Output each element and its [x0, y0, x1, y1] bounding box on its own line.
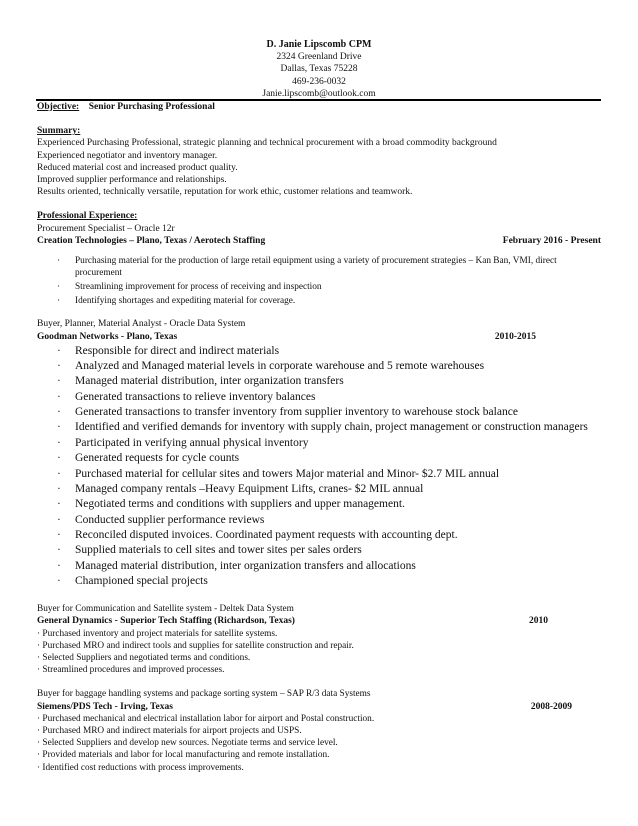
list-item: · Purchased material for cellular sites and towers Major material and Minor- $2.7 MIL annual [37, 467, 601, 482]
job-company-row [37, 235, 601, 247]
list-item: · Streamlined procedures and improved processes. [37, 665, 225, 676]
job-title: Buyer for Communication and Satellite system - Deltek Data System [37, 604, 294, 615]
summary-label: Summary: [37, 126, 81, 137]
job-title: Buyer, Planner, Material Analyst - Oracle Data System [37, 319, 246, 330]
objective-section [37, 101, 601, 113]
list-item: · Championed special projects [37, 574, 601, 589]
city-line: Dallas, Texas 75228 [280, 64, 358, 75]
job-company-row [37, 701, 601, 713]
job-company: Siemens/PDS Tech - Irving, Texas [37, 701, 173, 712]
bullet-icon: · [57, 281, 61, 292]
summary-line: Experienced Purchasing Professional, strategic planning and technical procurement with a broad commodity background [37, 138, 497, 149]
bullet-icon: · [57, 421, 61, 434]
resume-header [0, 0, 638, 100]
list-item: · Purchased MRO and indirect tools and supplies for satellite construction and repair. [37, 640, 354, 651]
bullet-icon: · [57, 544, 61, 557]
bullet-icon: · [57, 574, 61, 587]
job-bullet-list [37, 255, 601, 307]
summary-line: Improved supplier performance and relationships. [37, 175, 227, 186]
list-item: · Conducted supplier performance reviews [37, 513, 601, 528]
list-item: · Identifying shortages and expediting material for coverage. [37, 295, 601, 307]
job-company: General Dynamics - Superior Tech Staffing (Richardson, Texas) [37, 616, 295, 627]
job-title: Procurement Specialist – Oracle 12r [37, 223, 175, 234]
objective-label: Objective: [37, 102, 80, 112]
list-item: · Generated transactions to transfer inventory from supplier inventory to warehouse stock balance [37, 405, 601, 420]
experience-label: Professional Experience: [37, 211, 138, 222]
bullet-icon: · [57, 528, 61, 541]
list-item: · Provided materials and labor for local manufacturing and remote installation. [37, 750, 330, 761]
list-item: · Generated requests for cycle counts [37, 451, 601, 466]
list-item: · Managed company rentals –Heavy Equipment Lifts, cranes- $2 MIL annual [37, 482, 601, 497]
candidate-name: D. Janie Lipscomb CPM [266, 39, 372, 50]
job-company-row [37, 331, 601, 343]
job-company-row [37, 615, 601, 627]
job-dates: 2010-2015 [494, 331, 536, 342]
job-dates: February 2016 - Present [502, 235, 601, 246]
job-company: Goodman Networks - Plano, Texas [37, 331, 178, 342]
bullet-icon: · [57, 295, 61, 306]
bullet-icon: · [57, 406, 61, 419]
bullet-icon: · [57, 375, 61, 388]
bullet-icon: · [57, 513, 61, 526]
bullet-icon: · [57, 344, 61, 357]
list-item: · Identified cost reductions with process improvements. [37, 762, 244, 773]
list-item: · Analyzed and Managed material levels in corporate warehouse and 5 remote warehouses [37, 359, 601, 374]
bullet-icon: · [57, 452, 61, 465]
list-item: · Participated in verifying annual physical inventory [37, 436, 601, 451]
list-item: · Identified and verified demands for inventory with supply chain, project management or construction managers [37, 420, 601, 435]
email-address: Janie.lipscomb@outlook.com [262, 88, 376, 99]
objective-text: Senior Purchasing Professional [88, 102, 215, 112]
bullet-icon: · [57, 482, 61, 495]
list-item: · Purchased mechanical and electrical installation labor for airport and Postal construction. [37, 713, 375, 724]
list-item: · Streamlining improvement for process of receiving and inspection [37, 281, 601, 293]
job-dates: 2008-2009 [530, 701, 572, 712]
bullet-icon: · [57, 467, 61, 480]
summary-line: Reduced material cost and increased product quality. [37, 162, 238, 173]
list-item: · Selected Suppliers and develop new sources. Negotiate terms and service level. [37, 738, 338, 749]
list-item: · Purchasing material for the production of large retail equipment using a variety of procurement strategies – Kan Ban, VMI, direct procurement [37, 255, 601, 279]
list-item: · Reconciled disputed invoices. Coordinated payment requests with accounting dept. [37, 528, 601, 543]
job-bullet-list [37, 344, 601, 590]
bullet-icon: · [57, 498, 61, 511]
resume-body [37, 101, 601, 774]
list-item: · Purchased inventory and project materials for satellite systems. [37, 628, 278, 639]
list-item: · Selected Suppliers and negotiated terms and conditions. [37, 653, 251, 664]
bullet-icon: · [57, 559, 61, 572]
job-dates: 2010 [529, 616, 548, 627]
bullet-icon: · [57, 256, 61, 267]
bullet-icon: · [57, 360, 61, 373]
list-item: · Negotiated terms and conditions with suppliers and upper management. [37, 497, 601, 512]
address-line: 2324 Greenland Drive [276, 52, 362, 62]
job-company: Creation Technologies – Plano, Texas / Aerotech Staffing [37, 235, 266, 246]
job-title: Buyer for baggage handling systems and package sorting system – SAP R/3 data Systems [37, 689, 371, 700]
summary-line: Experienced negotiator and inventory manager. [37, 150, 218, 161]
list-item: · Purchased MRO and indirect materials for airport projects and USPS. [37, 726, 302, 737]
list-item: · Managed material distribution, inter organization transfers [37, 374, 601, 389]
list-item: · Supplied materials to cell sites and tower sites per sales orders [37, 543, 601, 558]
summary-line: Results oriented, technically versatile, reputation for work ethic, customer relations and teamwork. [37, 187, 413, 198]
bullet-icon: · [57, 436, 61, 449]
phone-number: 469-236-0032 [292, 76, 346, 87]
list-item: · Responsible for direct and indirect materials [37, 344, 601, 359]
list-item: · Managed material distribution, inter organization transfers and allocations [37, 559, 601, 574]
list-item: · Generated transactions to relieve inventory balances [37, 390, 601, 405]
bullet-icon: · [57, 390, 61, 403]
